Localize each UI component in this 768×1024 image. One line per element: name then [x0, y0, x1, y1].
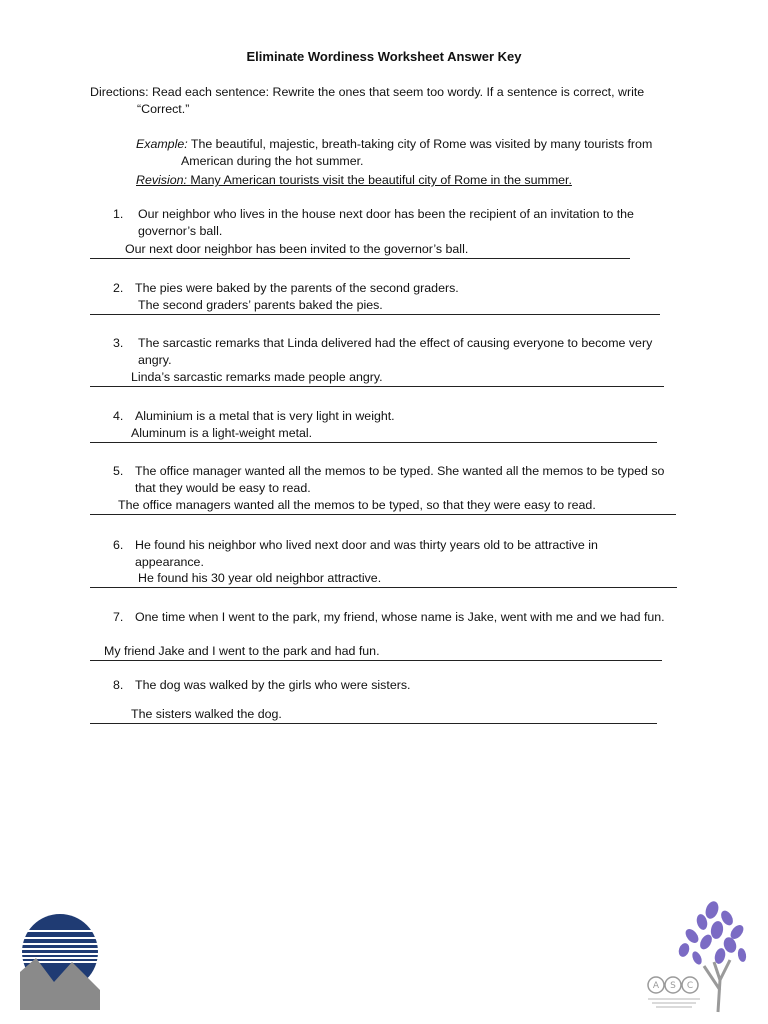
- question-text: The dog was walked by the girls who were sisters.: [135, 678, 411, 692]
- answer-line-2: [90, 297, 660, 315]
- answer-text: My friend Jake and I went to the park and had fun.: [104, 644, 380, 658]
- answer-text: Our next door neighbor has been invited to the governor’s ball.: [125, 242, 469, 256]
- example-label: Example:: [136, 137, 188, 151]
- answer-line-3: [90, 369, 664, 387]
- logo-letter: S: [670, 981, 676, 991]
- question-number: 8.: [113, 678, 124, 692]
- revision-block: [136, 172, 572, 189]
- question-number: 3.: [113, 336, 124, 350]
- mountain-sun-logo: [20, 910, 100, 1010]
- example-text-2: American during the hot summer.: [181, 154, 364, 168]
- question-3: [113, 335, 668, 369]
- directions: [90, 84, 680, 118]
- question-number: 7.: [113, 610, 124, 624]
- question-1: [113, 206, 668, 240]
- question-text: The sarcastic remarks that Linda delivered had the effect of causing everyone to become very angry.: [138, 336, 653, 367]
- answer-text: The office managers wanted all the memos to be typed, so that they were easy to read.: [118, 498, 596, 512]
- answer-line-4: [90, 425, 657, 443]
- answer-line-6: [90, 570, 677, 588]
- answer-text: Linda’s sarcastic remarks made people angry.: [131, 370, 383, 384]
- example-text-1: The beautiful, majestic, breath-taking city of Rome was visited by many tourists from: [187, 137, 653, 151]
- logo-letter: C: [686, 981, 694, 991]
- directions-line-2: “Correct.”: [137, 102, 190, 116]
- logo-letter: A: [652, 981, 660, 991]
- answer-line-8: [90, 706, 657, 724]
- question-number: 6.: [113, 538, 124, 552]
- question-text: Our neighbor who lives in the house next door has been the recipient of an invitation to the governor’s ball.: [138, 207, 634, 238]
- directions-line-1: Directions: Read each sentence: Rewrite the ones that seem too wordy. If a sentence is correct, write: [90, 85, 645, 99]
- question-text: The office manager wanted all the memos to be typed. She wanted all the memos to be typed so that they would be easy to read.: [135, 464, 665, 495]
- answer-line-7: [90, 643, 662, 661]
- question-text: He found his neighbor who lived next door and was thirty years old to be attractive in appearance.: [135, 538, 598, 569]
- answer-text: Aluminum is a light-weight metal.: [131, 426, 313, 440]
- answer-line-5: [90, 497, 676, 515]
- question-text: One time when I went to the park, my friend, whose name is Jake, went with me and we had fun.: [135, 610, 665, 624]
- question-number: 4.: [113, 409, 124, 423]
- question-number: 5.: [113, 464, 124, 478]
- question-2: [113, 280, 668, 297]
- tree-asc-logo: [642, 900, 752, 1015]
- question-4: [113, 408, 668, 425]
- example-block: [136, 136, 681, 170]
- answer-line-1: [90, 241, 630, 259]
- question-7: [113, 609, 668, 626]
- answer-text: He found his 30 year old neighbor attractive.: [138, 571, 382, 585]
- revision-label: Revision:: [136, 173, 187, 187]
- question-text: The pies were baked by the parents of the second graders.: [135, 281, 459, 295]
- answer-text: The second graders’ parents baked the pies.: [138, 298, 383, 312]
- question-8: [113, 677, 668, 694]
- revision-text: Many American tourists visit the beautiful city of Rome in the summer.: [186, 173, 572, 187]
- question-text: Aluminium is a metal that is very light in weight.: [135, 409, 395, 423]
- answer-text: The sisters walked the dog.: [131, 707, 282, 721]
- question-5: [113, 463, 668, 497]
- question-6: [113, 537, 668, 571]
- question-number: 1.: [113, 207, 124, 221]
- question-number: 2.: [113, 281, 124, 295]
- page-title: Eliminate Wordiness Worksheet Answer Key: [246, 49, 522, 64]
